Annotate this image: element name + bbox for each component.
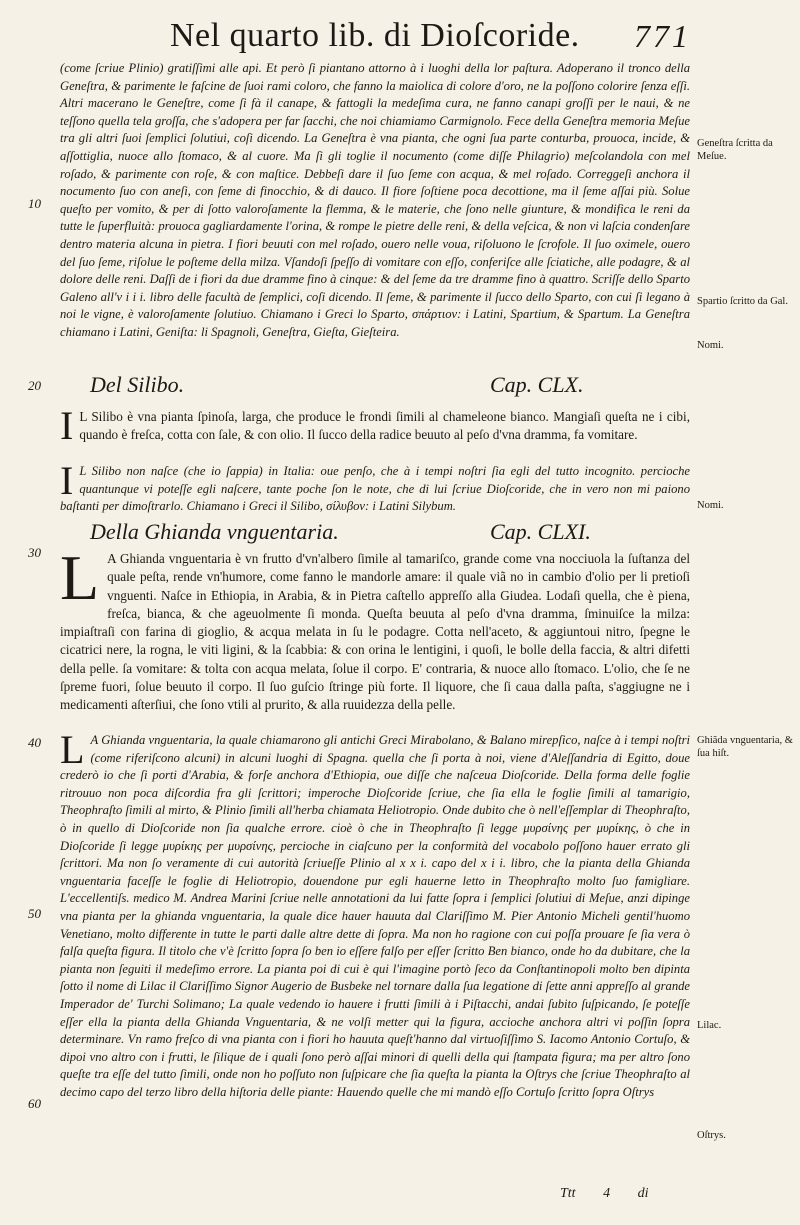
running-header: Nel quarto lib. di Dioſcoride. [170, 17, 580, 54]
margin-note: Lilac. [697, 1020, 722, 1031]
paragraph [60, 403, 690, 448]
chapter-number: Cap. CLXI. [490, 519, 591, 544]
initial-letter: L [60, 542, 100, 613]
paragraph [60, 727, 690, 1101]
paragraph [60, 458, 690, 516]
margin-note: Nomi. [697, 500, 724, 511]
silibo-commentary [60, 458, 690, 516]
line-number: 40 [28, 735, 41, 750]
signature-mark: Ttt [560, 1186, 576, 1201]
margin-note: Geneſtra ſcritta da Meſue. [697, 138, 773, 162]
paragraph-text: L Silibo è vna pianta ſpinoſa, larga, che produce le frondi ſimili al chameleone bianco. Mangiaſi queſta ne i cibi, quando è freſca, cotta con ſale, & con olio. Il ſucco della radice beuuto al peſo d'vna dramma, fa vomitare. [79, 409, 690, 443]
signature-line [560, 1186, 672, 1202]
ghianda-text [60, 542, 690, 715]
catchword: di [637, 1186, 649, 1201]
line-number: 60 [28, 1096, 41, 1111]
initial-letter: I [60, 403, 74, 448]
paragraph: (come ſcriue Plinio) gratiſſimi alle api. Et però ſi piantano attorno à i luoghi della lor paſtura. Adoperano il tronco della Geneſtra, & parimente le faſcine de ſuoi rami coloro, che fanno la maiolica di colore d'oro, ne la poſſono colorire ſenza eſſi. Altri macerano le Geneſtre, come ſi fà il canape, & fattogli la medeſima cura, ne fanno canapi groſſi per le naui, & ne teſſono quella tela groſſa, che s'adopera per far ſacchi, che noi chiamiamo Carmignolo. Fece della Geneſtra memoria Meſue tra gli altri ſuoi ſemplici ſolutiui, coſi dicendo. La Geneſtra è vna pianta, che ogni ſua parte conturba, prouoca, incide, & aſſottiglia, nuoce allo ſtomaco, & al cuore. Ma ſi gli toglie il nocumento (come diſſe Philagrio) meſcolandola con mel roſado, & parimente con roſe, & con maſtice. Debbeſi dare il ſuo ſeme con acqua, & mel roſado. Correggeſi anchora il nocumento ſuo con aneſi, con ſeme di finocchio, & di dauco. Il fiore ſoſtiene poca decottione, ma il ſeme aſſai più. Solue queſto per vomito, & per di ſotto valoroſamente la flemma, & le materie, che ſono nelle giunture, & mondifica le reni da tutte le ſuperfluità: prouoca gagliardamente l'orina, & rompe le pietre delle reni, & della veſcica, & non vi laſcia condenſare dentro materia alcuna in pietra. I fiori beuuti con mel roſado, ouero nelle voua, riſoluono le ſcrofole. Il ſuo oximele, ouero del ſuo ſeme, riſolue le poſteme della milza. Vſandoſi ſpeſſo di vomitare con eſſo, conferiſce alle ſciatiche, alle podagre, & al dolore delle reni. Daſſi de i fiori da due dramme fino à cinque: & del ſeme da tre dramme fino à quattro. Scriſſe dello Sparto Galeno all'v i i i. libro delle facultà de ſemplici, coſi dicendo. Il ſeme, & parimente il ſucco dello Sparto, con cui ſi legano à noi le vigne, è valoroſamente ſolutiuo. Chiamano i Greci lo Sparto, σπάρτιον: i Latini, Spartium, & Spartum. La Geneſtra chiamano i Latini, Geniſta: li Spagnoli, Geneſtra, Gieſta, Gieſteira. [60, 61, 690, 339]
paragraph-text: L Silibo non naſce (che io ſappia) in Italia: oue penſo, che à i tempi noſtri ſia egli del tutto incognito. percioche quantunque vi poteſſe egli naſcere, tante poche ſon le note, che di lui ſcriue Dioſcoride, che in vero non mi paiono baſtanti per dimoſtrarlo. Chiamano i Greci il Silibo, σίλυβον: i Latini Silybum. [60, 464, 690, 514]
paragraph-text: A Ghianda vnguentaria, la quale chiamarono gli antichi Greci Mirabolano, & Balano mirepſico, naſce à i tempi noſtri (come riferiſcono alcuni) in alcuni luoghi di Spagna. quella che ſi porta à noi, viene d'Aleſſandria di Egitto, doue crederò io che ſi porti d'Arabia, & forſe anchora d'Ethiopia, oue diſſe che naſceua Dioſcoride. Della forma delle foglie ritrouuo non poca diſcordia fra gli ſcrittori; imperoche Dioſcoride ſcriue, che ſia ella le foglie ſimili al tamarigio, Theophraſto ſimili al mirto, & Plinio ſimili all'herba chiamata Heliotropio. Onde dubito che ò nell'eſſemplar di Theophraſto, ò in quello di Dioſcoride non ſia qualche errore. cioè ò che in Theophraſto ſi legge μυρσίνης per μυρίκης, ò che in Dioſcoride ſi legge μυρίκης per μυρσίνης, percioche in ciaſcuno per la conformità del vocabolo poſſono hauer errato gli ſcrittori. Ma non ſo veramente di cui autorità ſcriueſſe Plinio al x x i. capo del x i i. libro, che la pianta della Ghianda vnguentaria faceſſe le foglie di Heliotropio, douendone pur egli hauerne letto in Theophraſto molto ſuo famigliare. L'eccellentiſs. medico M. Andrea Marini ſcriue nelle annotationi da lui fatte ſopra i ſemplici ſolutiui di Meſue, anzi dipinge vna pianta per la ghianda vnguentaria, la quale dice hauer hauuta dal Clariſſimo M. Pier Antonio Micheli gentil'huomo Venetiano, molto differente in tutte le parti dalle altre dette di ſopra. Ma non ho ragione con cui poſſa prouare ſe ſia vera ò falſa queſta figura. Il titolo che v'è ſcritto ſopra ſo ben io eſſere falſo per eſſer ſcritto Ben bianco, onde ho da dubitare, che la pianta non ſeguiti il medeſimo errore. La pianta poi di cui è qui l'imagine portò ſeco da Conſtantinopoli molto ben dipinta ſotto il nome di Lilac il Clariſſimo Signor Augerio de Busbeke nel tornare dalla ſua legatione di ſette anni appreſſo al grande Imperador de' Turchi Solimano; La quale vedendo io hauere i frutti ſimili à i Piſtacchi, andai ſubito ſuſpicando, ſe poteſſe eſſer ella la pianta della Ghianda Vnguentaria, & ne volſi metter qui la figura, accioche anchora altri vi poſſin ſopra determinare. Vn ramo freſco di vna pianta con i fiori ho hauuta queſt'hanno dal virtuoſiſſimo S. Iacomo Antonio Cortuſo, & dipoi vno altro con i frutti, le ſilique de i quali ſono però aſſai minori di quelli della qui ſtampata figura; ma per altro ſono queſte tra eſſe del tutto ſimili, onde non ho poſſuto non ſuſpicare che ſia queſta la pianta la Oſtrys che ſcriue Theophraſto al decimo capo del terzo libro della hiſtoria delle piante: Hauendo quelle che mi mandò eſſo Cortuſo ſcritto ſopra Oſtrys [60, 733, 690, 1099]
silibo-text [60, 403, 690, 448]
signature-number: 4 [603, 1186, 611, 1201]
margin-note: Ghiãda vnguentaria, & ſua hiſt. [697, 735, 793, 759]
line-number: 10 [28, 196, 41, 211]
margin-note: Spartio ſcritto da Gal. [697, 296, 788, 307]
margin-note: Oſtrys. [697, 1130, 726, 1141]
chapter-title: Del Silibo. [90, 372, 185, 397]
initial-letter: I [60, 458, 74, 503]
chapter-heading-ghianda [60, 519, 690, 547]
ghianda-commentary [60, 727, 690, 1101]
line-number: 50 [28, 906, 41, 921]
margin-note: Nomi. [697, 340, 724, 351]
line-number: 30 [28, 545, 41, 560]
paragraph [60, 542, 690, 715]
chapter-title: Della Ghianda vnguentaria. [90, 519, 339, 544]
page-number: 771 [634, 18, 691, 54]
line-number: 20 [28, 378, 41, 393]
chapter-heading-silibo [60, 372, 690, 400]
initial-letter: L [60, 727, 85, 772]
genestra-commentary [60, 60, 690, 342]
paragraph-text: A Ghianda vnguentaria è vn frutto d'vn'albero ſimile al tamariſco, grande come vna nocciuola la ſuſtanza del quale peſta, rende vn'humore, come fanno le mandorle amare: il quale viã no in cambio d'olio per li pretioſi vnguenti. Naſce in Ethiopia, in Arabia, & in Pietra caſtello appreſſo alla Giudea. Lodaſi quella, che è piena, freſca, bianca, & che ageuolmente ſi monda. Queſta beuuta al peſo d'vna dramma, ſminuiſce la milza: impiaſtraſi con farina di gioglio, & acqua melata in ſu le podagre. Cotta nell'aceto, & aggiuntoui nitro, ſpegne le cicatrici nere, la rogna, le viti ligini, & la ſcabbia: & con orina le lentigini, i quoſi, le bolle della faccia, & altri difetti della pelle. ſa vomitare: & tolta con acqua melata, ſolue il corpo. E' contraria, & nuoce allo ſtomaco. L'olio, che ſe ne ſpreme fuori, ſolue beuuto il corpo. Il ſuo guſcio ſtringe più forte. Il liquore, che ſi caua dalla paſta, s'aggiugne ne i medicamenti aſterſiui, che ſono vtili al prurito, & alla ruuidezza della pelle. [60, 551, 690, 713]
chapter-number: Cap. CLX. [490, 372, 584, 397]
